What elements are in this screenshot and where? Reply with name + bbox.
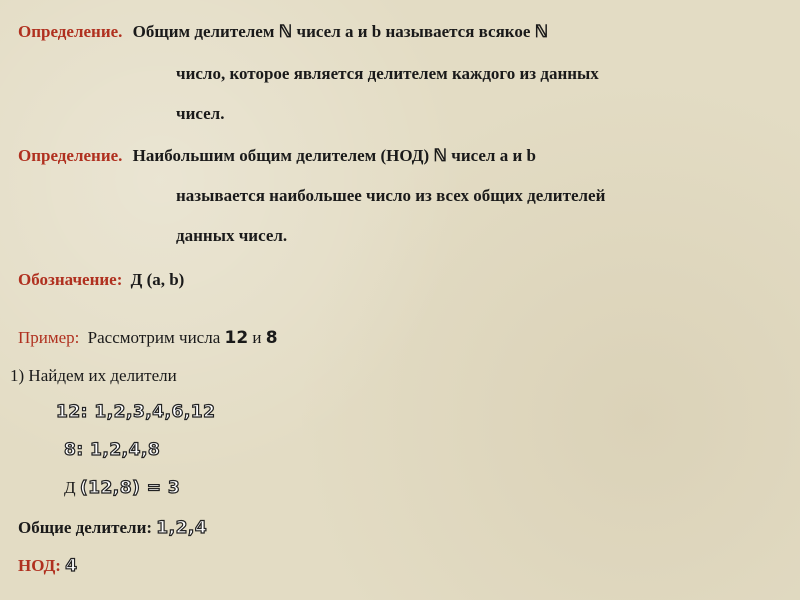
definition-2-line-3: данных чисел. (176, 226, 288, 245)
gcd-value: (12,8) = 3 (79, 478, 181, 498)
example-intro: Рассмотрим числа (87, 328, 221, 347)
definition-2-line-1 (18, 146, 770, 166)
common-divisors-label: Общие делители: (18, 518, 153, 537)
step-1: 1) Найдем их делители (10, 366, 177, 385)
example-number-8: 8 (265, 328, 278, 348)
example-line (18, 328, 278, 348)
notation-label: Обозначение: (18, 270, 123, 289)
definition-2-text-1: Наибольшим общим делителем (НОД) ℕ чисел a и b (132, 146, 536, 165)
gcd-prefix: Д (64, 478, 76, 497)
definition-1-line-1 (18, 22, 770, 42)
notation-value: Д (a, b) (130, 270, 185, 289)
common-divisors-value: 1,2,4 (156, 518, 208, 538)
nod-value: 4 (65, 556, 78, 576)
gcd-line (64, 478, 180, 498)
example-number-12: 12 (224, 328, 249, 348)
common-divisors-line (18, 518, 207, 538)
divisors-of-12: 12: 1,2,3,4,6,12 (56, 402, 216, 422)
example-conjunction: и (252, 328, 262, 347)
definition-2-label: Определение. (18, 146, 123, 165)
nod-label: НОД: (18, 556, 61, 575)
definition-1-label: Определение. (18, 22, 123, 41)
nod-line (18, 556, 78, 576)
notation-line (18, 270, 184, 290)
definition-1-line-3: чисел. (176, 104, 225, 123)
definition-1-line-2: число, которое является делителем каждого из данных (176, 64, 599, 83)
divisors-of-8: 8: 1,2,4,8 (64, 440, 161, 460)
example-label: Пример: (18, 328, 80, 347)
definition-2-line-2: называется наибольшее число из всех общих делителей (176, 186, 606, 205)
definition-1-text-1: Общим делителем ℕ чисел a и b называется всякое ℕ (132, 22, 549, 41)
